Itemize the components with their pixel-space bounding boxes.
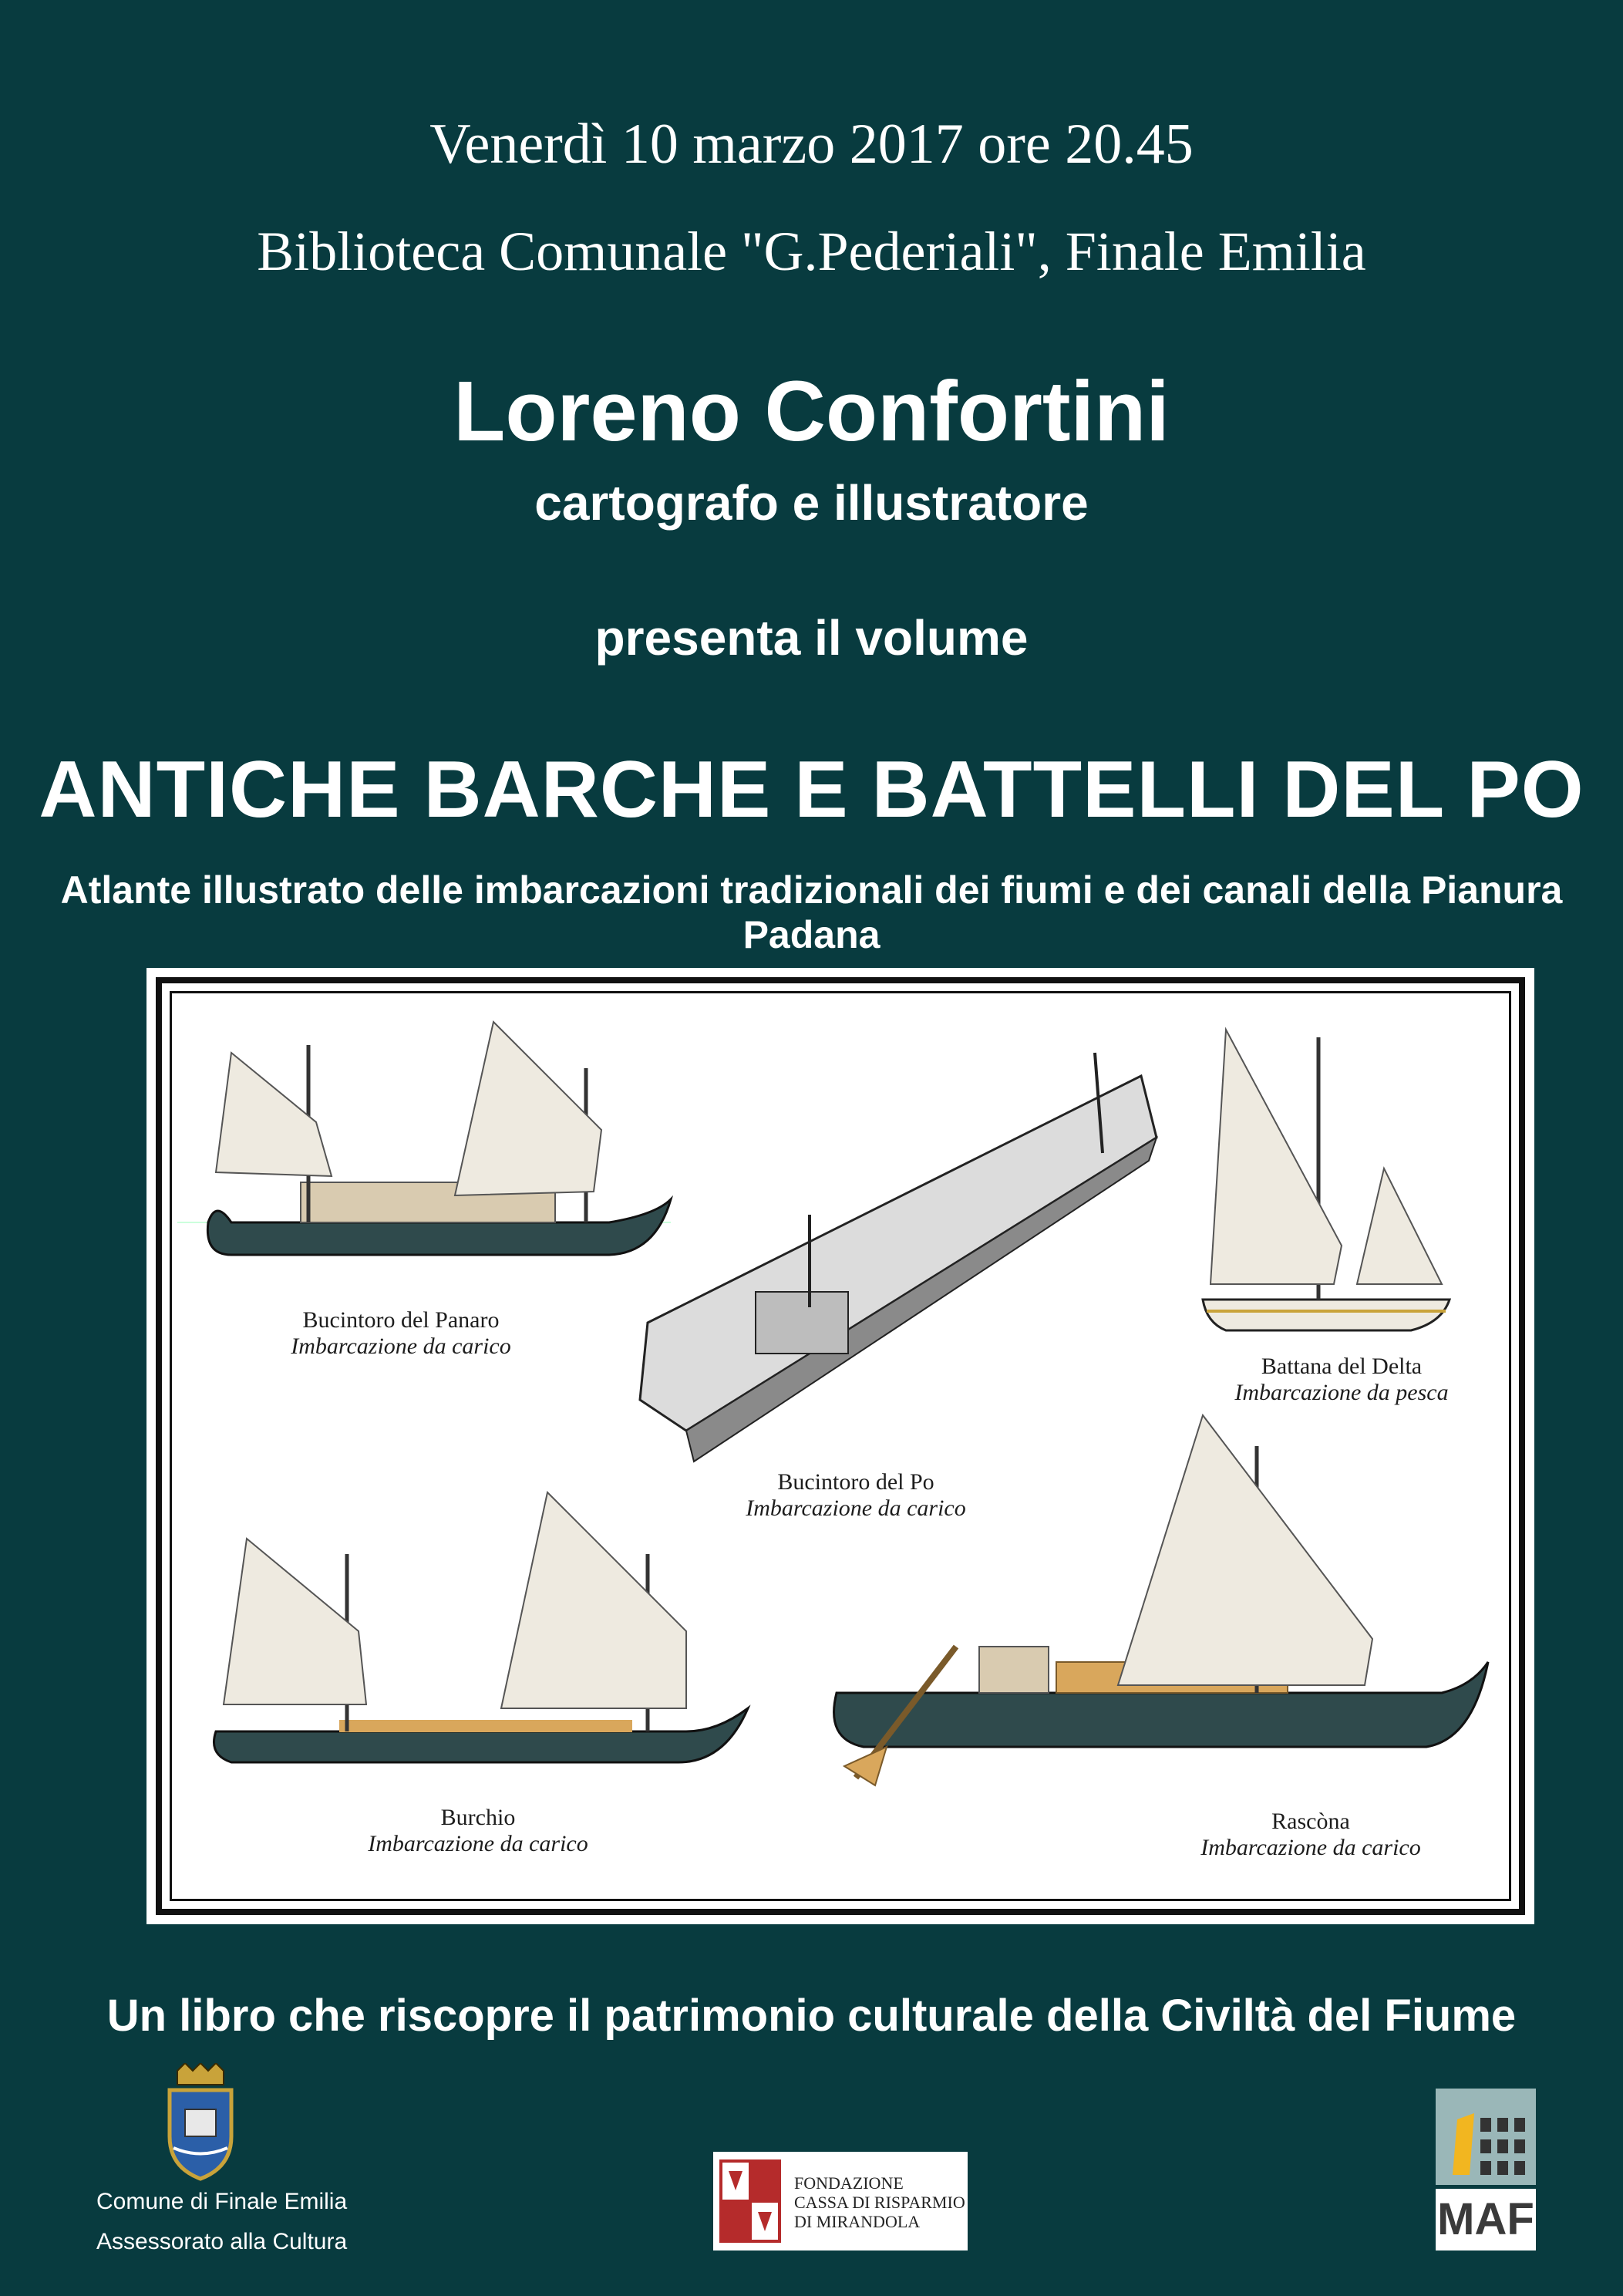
boats-illustration — [146, 968, 1534, 1924]
boat-caption-battana-delta — [1195, 1354, 1488, 1406]
boat-caption-rascona — [1164, 1809, 1457, 1861]
boat-type: Imbarcazione da pesca — [1234, 1380, 1449, 1405]
boat-drawings — [146, 968, 1534, 1924]
author-role: cartografo e illustratore — [534, 475, 1089, 531]
author-name: Loreno Confortini — [453, 364, 1170, 459]
boat-name: Burchio — [440, 1805, 516, 1830]
boat-type: Imbarcazione da carico — [746, 1495, 966, 1521]
book-title: ANTICHE BARCHE E BATTELLI DEL PO — [39, 745, 1584, 834]
boat-drawing-battana-delta — [1203, 1030, 1450, 1330]
boat-type: Imbarcazione da carico — [368, 1831, 588, 1856]
boat-name: Bucintoro del Panaro — [302, 1307, 500, 1333]
fondazione-line1: FONDAZIONE — [794, 2173, 904, 2193]
event-venue: Biblioteca Comunale "G.Pederiali", Finale Emilia — [257, 221, 1366, 282]
comune-department: Assessorato alla Cultura — [96, 2229, 348, 2254]
comune-crest-icon — [158, 2063, 243, 2186]
event-date-time: Venerdì 10 marzo 2017 ore 20.45 — [429, 113, 1194, 176]
boat-drawing-bucintoro-panaro — [177, 1022, 671, 1255]
fondazione-line2: CASSA DI RISPARMIO — [794, 2193, 965, 2212]
fondazione-crest-icon — [713, 2152, 786, 2250]
fondazione-line3: DI MIRANDOLA — [794, 2212, 921, 2231]
maf-bars-icon — [1436, 2089, 1536, 2185]
boat-type: Imbarcazione da carico — [1200, 1835, 1421, 1860]
boat-drawing-bucintoro-po — [640, 1053, 1157, 1462]
tagline: Un libro che riscopre il patrimonio culturale della Civiltà del Fiume — [106, 1991, 1517, 2041]
boat-type: Imbarcazione da carico — [291, 1333, 511, 1359]
presents-label: presenta il volume — [594, 610, 1029, 666]
boat-name: Battana del Delta — [1261, 1354, 1423, 1379]
boat-name: Bucintoro del Po — [777, 1469, 934, 1495]
book-subtitle: Atlante illustrato delle imbarcazioni tradizionali dei fiumi e dei canali della Pianura Padana — [60, 868, 1563, 956]
comune-name: Comune di Finale Emilia — [96, 2189, 348, 2214]
boat-caption-bucintoro-po — [686, 1469, 1025, 1522]
boat-drawing-burchio — [214, 1492, 749, 1762]
fondazione-logo — [713, 2152, 968, 2250]
maf-logo — [1436, 2089, 1536, 2250]
boat-name: Rascòna — [1271, 1809, 1350, 1834]
boat-caption-burchio — [339, 1805, 617, 1857]
maf-label: MAF — [1436, 2189, 1536, 2250]
maf-logo-mark — [1436, 2089, 1536, 2185]
boat-caption-bucintoro-panaro — [262, 1307, 540, 1360]
